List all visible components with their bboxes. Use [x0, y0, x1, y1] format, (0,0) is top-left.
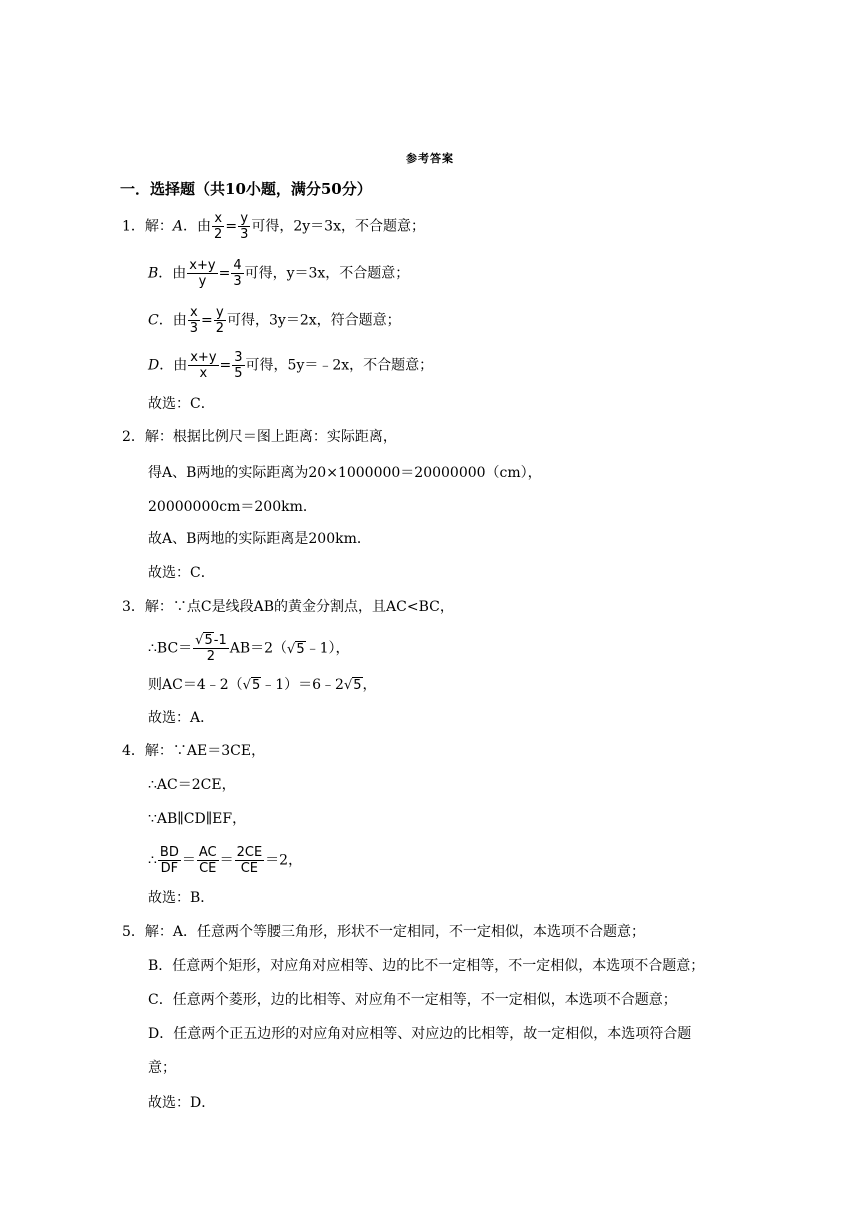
- q2-line-2: 得A、B两地的实际距离为20×1000000＝20000000（cm），: [148, 465, 542, 481]
- q5-line-2: B．任意两个矩形，对应角对应相等、边的比不一定相等，不一定相似，本选项不合题意；: [148, 958, 705, 974]
- q1d-frac-left: $\frac{x+y}{x}$: [190, 350, 217, 381]
- q2-answer: 故选：C．: [148, 565, 215, 581]
- sqrt-icon: √5: [242, 678, 261, 693]
- sqrt-icon: √5: [343, 678, 362, 693]
- q5-line-3: C．任意两个菱形，边的比相等、对应角不一定相等，不一定相似，本选项不合题意；: [148, 992, 677, 1008]
- q2-line-4: 故A、B两地的实际距离是200km．: [148, 531, 371, 547]
- q1d-frac-right: $\frac{3}{5}$: [234, 350, 243, 381]
- q4-frac-1: $\frac{BD}{DF}$: [159, 845, 179, 876]
- q5-answer: 故选：D．: [148, 1095, 216, 1111]
- q1b-frac-right: $\frac{4}{3}$: [233, 258, 242, 289]
- q1c-frac-left: $\frac{x}{3}$: [189, 305, 198, 336]
- q5-line-5: 意；: [148, 1060, 176, 1076]
- q4-line-2: ∴AC＝2CE，: [148, 777, 236, 793]
- q2-line-1: 2．解：根据比例尺＝图上距离：实际距离，: [122, 429, 397, 445]
- q1-line-d: D．由 $\frac{x+y}{x}$ = $\frac{3}{5}$ 可得，5y＝﹣2x，不合题意；: [148, 350, 434, 381]
- q3-line-2: ∴BC＝ $\frac{√5-1}{2}$ AB＝2（√5﹣1），: [148, 633, 350, 664]
- q4-line-1: 4．解：∵AE＝3CE，: [122, 743, 266, 759]
- sqrt-icon: √5: [287, 641, 305, 657]
- q5-line-1: 5．解：A．任意两个等腰三角形，形状不一定相同，不一定相似，本选项不合题意；: [122, 924, 646, 940]
- q1-answer: 故选：C．: [148, 396, 215, 412]
- sqrt-icon: √5: [195, 633, 213, 648]
- q1c-frac-right: $\frac{y}{2}$: [215, 305, 225, 336]
- q1b-frac-left: $\frac{x+y}{y}$: [189, 258, 216, 289]
- q1a-frac-left: $\frac{x}{2}$: [214, 211, 223, 242]
- q1-line-b: B．由 $\frac{x+y}{y}$ = $\frac{4}{3}$ 可得，y＝3x，不合题意；: [148, 258, 410, 289]
- q3-golden-frac: $\frac{√5-1}{2}$: [195, 633, 227, 664]
- q1a-frac-right: $\frac{y}{3}$: [240, 211, 249, 242]
- q3-line-3: 则AC＝4﹣2（√5﹣1）＝6﹣2√5，: [148, 674, 377, 697]
- q1-line-a: 1．解：A．由 $\frac{x}{2}$ = $\frac{y}{3}$ 可得，2y＝3x，不合题意；: [122, 211, 425, 242]
- page-title: 参考答案: [406, 152, 454, 165]
- q2-line-3: 20000000cm＝200km．: [148, 499, 317, 515]
- q3-line-1: 3．解：∵点C是线段AB的黄金分割点，且AC<BC，: [122, 599, 454, 615]
- q1-line-c: C．由 $\frac{x}{3}$ = $\frac{y}{2}$ 可得，3y＝2x，符合题意；: [148, 305, 401, 336]
- section-heading: 一．选择题（共10小题，满分50分）: [120, 180, 372, 198]
- q4-line-4: ∴ $\frac{BD}{DF}$ ＝ $\frac{AC}{CE}$ ＝ $\frac{2CE}{CE}$ ＝2，: [148, 845, 303, 876]
- q4-answer: 故选：B．: [148, 890, 215, 906]
- q4-frac-3: $\frac{2CE}{CE}$: [236, 845, 263, 876]
- q4-frac-2: $\frac{AC}{CE}$: [198, 845, 217, 876]
- q5-line-4: D．任意两个正五边形的对应角对应相等、对应边的比相等，故一定相似，本选项符合题: [148, 1026, 692, 1042]
- q3-answer: 故选：A．: [148, 710, 215, 726]
- q4-line-3: ∵AB∥CD∥EF，: [148, 811, 247, 827]
